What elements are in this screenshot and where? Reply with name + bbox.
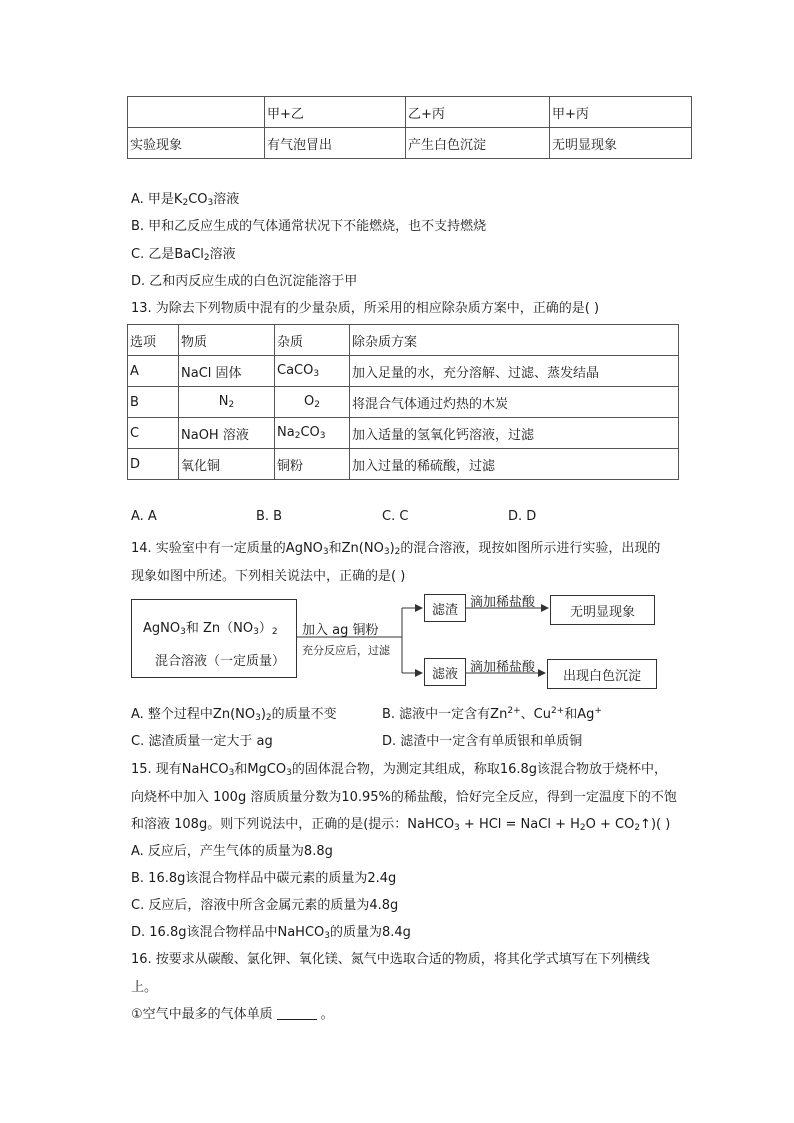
q13-option-a: A. A bbox=[131, 509, 157, 524]
q12-option-a: A. 甲是$K_2CO_3$溶液 bbox=[131, 192, 240, 208]
option-cell: B bbox=[128, 387, 179, 418]
filtrate-box: 滤液 bbox=[424, 658, 466, 686]
table-header-cell: 选项 bbox=[128, 325, 179, 356]
q15-option-b: B. 16.8g该混合物样品中碳元素的质量为2.4g bbox=[131, 871, 397, 886]
table-cell: 有气泡冒出 bbox=[265, 128, 406, 159]
row-label: 实验现象 bbox=[128, 128, 265, 159]
residue-box: 滤渣 bbox=[424, 594, 466, 622]
q13-option-b: B. B bbox=[256, 509, 283, 524]
arrow-label-hcl-2: 滴加稀盐酸 bbox=[470, 660, 536, 675]
arrow-label-add-copper: 加入 ag 铜粉 bbox=[302, 623, 379, 638]
q14-option-a: A. 整个过程中$Zn(NO_3)_2$的质量不变 bbox=[131, 707, 337, 723]
table-header-cell: 甲+乙 bbox=[265, 97, 406, 128]
q13-option-c: C. C bbox=[382, 509, 409, 524]
method-cell: 加入过量的稀硫酸，过滤 bbox=[350, 449, 679, 480]
table-header-cell: 除杂质方案 bbox=[350, 325, 679, 356]
q15-stem-line2: 向烧杯中加入 100g 溶质质量分数为10.95%的稀盐酸，恰好完全反应，得到一定温度下的不饱 bbox=[131, 790, 677, 805]
method-cell: 将混合气体通过灼热的木炭 bbox=[350, 387, 679, 418]
substance-cell: $N_2$ bbox=[179, 387, 275, 418]
q15-option-c: C. 反应后，溶液中所含金属元素的质量为4.8g bbox=[131, 898, 399, 913]
q16-stem-line1: 16. 按要求从碳酸、氯化钾、氧化镁、氮气中选取合适的物质，将其化学式填写在下列横线 bbox=[131, 952, 650, 967]
q14-option-c: C. 滤渣质量一定大于 ag bbox=[131, 734, 273, 749]
option-cell: C bbox=[128, 418, 179, 449]
arrow-label-hcl-1: 滴加稀盐酸 bbox=[470, 595, 536, 610]
result-white-precipitate-box: 出现白色沉淀 bbox=[547, 659, 657, 689]
q14-stem-line1: 14. 实验室中有一定质量的AgNO$_3$和$Zn(NO_3)_2$的混合溶液，现按如图所示进行实验，出现的 bbox=[131, 541, 661, 557]
substance-cell: 氧化铜 bbox=[179, 449, 275, 480]
impurity-cell: $Na_2CO_3$ bbox=[275, 418, 350, 449]
table-header-cell: 物质 bbox=[179, 325, 275, 356]
table-cell: 无明显现象 bbox=[550, 128, 692, 159]
method-cell: 加入足量的水，充分溶解、过滤、蒸发结晶 bbox=[350, 356, 679, 387]
q12-option-b: B. 甲和乙反应生成的气体通常状况下不能燃烧，也不支持燃烧 bbox=[131, 219, 487, 234]
table-cell: 产生白色沉淀 bbox=[406, 128, 550, 159]
table-header-cell: 乙+丙 bbox=[406, 97, 550, 128]
table-header-cell: 甲+丙 bbox=[550, 97, 692, 128]
q15-option-d: D. 16.8g该混合物样品中NaHCO$_3$的质量为8.4g bbox=[131, 925, 411, 941]
q15-stem-line1: 15. 现有NaHCO$_3$和MgCO$_3$的固体混合物，为测定其组成，称取16.8g该混合物放于烧杯中， bbox=[131, 762, 668, 778]
method-cell: 加入适量的氢氧化钙溶液，过滤 bbox=[350, 418, 679, 449]
q13-stem: 13. 为除去下列物质中混有的少量杂质，所采用的相应除杂质方案中，正确的是( ) bbox=[131, 301, 600, 316]
substance-cell: NaCl 固体 bbox=[179, 356, 275, 387]
impurity-cell: 铜粉 bbox=[275, 449, 350, 480]
q16-item-1: ①空气中最多的气体单质 。 bbox=[131, 1007, 334, 1022]
q13-option-d: D. D bbox=[508, 509, 537, 524]
q15-option-a: A. 反应后，产生气体的质量为8.8g bbox=[131, 844, 333, 859]
arrow-label-filter: 充分反应后，过滤 bbox=[302, 644, 390, 657]
q14-option-b: B. 滤液中一定含有$Zn^{2+}$、$Cu^{2+}$和Ag+ bbox=[382, 706, 602, 722]
start-solution-formula: AgNO$_3$和 $Zn(NO_3)_2$ bbox=[143, 621, 278, 637]
q15-stem-line3: 和溶液 108g。则下列说法中，正确的是(提示：NaHCO$_3$ + HCl = NaCl + $H_2O$ + $CO_2↑$)( ) bbox=[131, 817, 671, 833]
impurity-cell: $O_2$ bbox=[275, 387, 350, 418]
q16-stem-line2: 上。 bbox=[131, 980, 158, 995]
start-solution-label: 混合溶液（一定质量） bbox=[155, 654, 286, 669]
result-no-change-box: 无明显现象 bbox=[550, 595, 655, 625]
q14-stem-line2: 现象如图中所述。下列相关说法中，正确的是( ) bbox=[131, 569, 406, 584]
option-cell: A bbox=[128, 356, 179, 387]
q14-option-d: D. 滤渣中一定含有单质银和单质铜 bbox=[382, 734, 583, 749]
answer-blank[interactable] bbox=[277, 1007, 317, 1020]
substance-cell: NaOH 溶液 bbox=[179, 418, 275, 449]
option-cell: D bbox=[128, 449, 179, 480]
table-header-cell: 杂质 bbox=[275, 325, 350, 356]
q12-option-d: D. 乙和丙反应生成的白色沉淀能溶于甲 bbox=[131, 274, 358, 289]
impurity-cell: CaCO$_3$ bbox=[275, 356, 350, 387]
q12-option-c: C. 乙是BaCl$_2$溶液 bbox=[131, 247, 236, 263]
start-solution-box bbox=[131, 599, 297, 678]
